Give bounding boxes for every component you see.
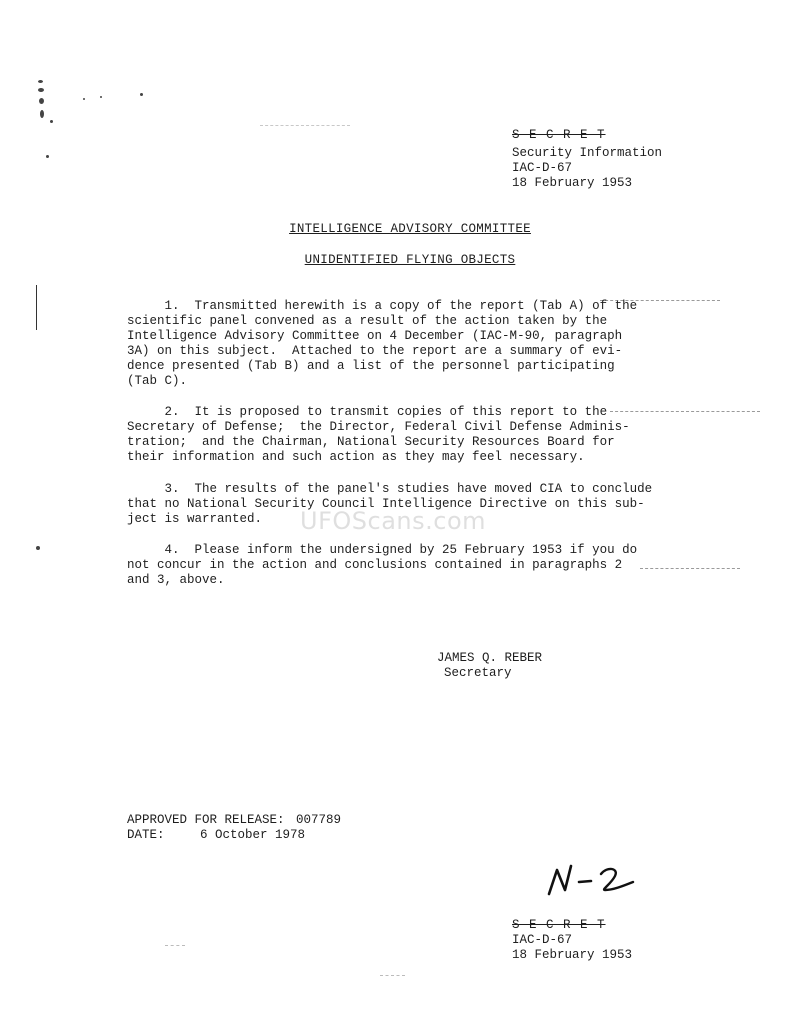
scan-dash	[165, 945, 185, 946]
release-number: 007789	[296, 813, 342, 827]
scan-speck	[46, 155, 49, 158]
subject-title: UNIDENTIFIED FLYING OBJECTS	[304, 253, 516, 267]
committee-title: INTELLIGENCE ADVISORY COMMITTEE	[289, 222, 531, 236]
scan-speck	[36, 546, 40, 550]
footer-document-date: 18 February 1953	[512, 948, 633, 962]
security-info-label: Security Information	[512, 146, 663, 160]
scan-dash	[380, 975, 405, 976]
paragraph-2: 2. It is proposed to transmit copies of this report to the Secretary of Defense; the Director, Federal Civil Defense Adminis- tration; and the Chairman, National Security Resources Board for their information and such action as they may feel necessary.	[127, 405, 630, 464]
classification-footer: S-E-C-R-E-T	[512, 918, 606, 932]
scan-speck	[140, 93, 143, 96]
scan-speck	[38, 88, 44, 92]
paragraph-3: 3. The results of the panel's studies have moved CIA to conclude that no National Security Council Intelligence Directive on this sub- ject is warranted.	[127, 482, 653, 526]
signatory-title: Secretary	[444, 666, 512, 680]
document-date: 18 February 1953	[512, 176, 633, 190]
scan-speck	[83, 98, 85, 100]
scan-speck	[50, 120, 53, 123]
handwritten-mark	[543, 860, 643, 900]
scan-speck	[40, 110, 44, 118]
classification-header: S-E-C-R-E-T	[512, 128, 606, 142]
scan-margin-line	[36, 285, 37, 330]
release-approved-label: APPROVED FOR RELEASE:	[127, 813, 285, 827]
scan-dash	[640, 568, 740, 569]
document-number: IAC-D-67	[512, 161, 573, 175]
paragraph-4: 4. Please inform the undersigned by 25 February 1953 if you do not concur in the action and conclusions contained in paragraphs 2 and 3, above.	[127, 543, 638, 587]
release-date-label: DATE:	[127, 828, 165, 842]
scan-speck	[100, 96, 102, 98]
paragraph-1: 1. Transmitted herewith is a copy of the report (Tab A) of the scientific panel convened as a result of the action taken by the Intelligence Advisory Committee on 4 December (IAC-M-90, paragraph 3A) on this subject. Attached to the report are a summary of evi- dence presented (Tab B) and a list of the personnel participating (Tab C).	[127, 299, 638, 388]
signatory-name: JAMES Q. REBER	[437, 651, 543, 665]
scan-dash	[260, 125, 350, 126]
release-date-value: 6 October 1978	[200, 828, 306, 842]
scan-speck	[38, 80, 43, 83]
scan-speck	[39, 98, 44, 104]
watermark: UFOScans.com	[300, 507, 486, 535]
footer-document-number: IAC-D-67	[512, 933, 573, 947]
